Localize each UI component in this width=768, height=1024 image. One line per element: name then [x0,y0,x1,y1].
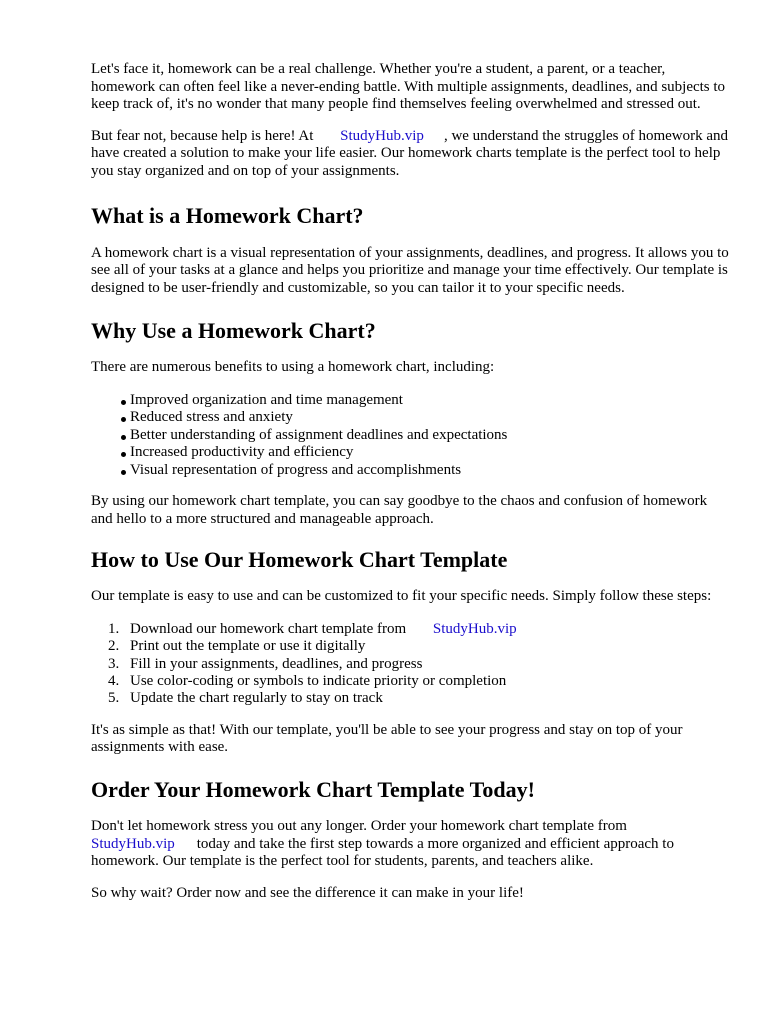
order-paragraph-2: So why wait? Order now and see the difference it can make in your life! [91,884,524,901]
document-page [91,61,731,902]
why-use-outro: By using our homework chart template, you can say goodbye to the chaos and confusion of homework and hello to a more structured and manageable approach. [91,492,708,527]
order-paragraph-1: Don't let homework stress you out any longer. Order your homework chart template from StudyHub.vip today and take the first step towards a more organized and efficient approach to homework. Our template is the perfect tool for students, parents, and teachers alike. [91,817,674,870]
bullet-dot [121,470,126,475]
intro-p2-after: , we understand the struggles of homework and have created a solution to make your life easier. Our homework charts template is the perfect tool to help you stay organized and on top of your assignments. [91,127,729,179]
heading-why-use: Why Use a Homework Chart? [91,318,376,344]
list-item: Improved organization and time management [121,392,731,409]
studyhub-link-steps[interactable]: StudyHub.vip [432,620,517,637]
heading-what-is: What is a Homework Chart? [91,202,364,228]
list-item: 5. Update the chart regularly to stay on track [108,690,383,707]
intro-paragraph-2 [91,128,731,181]
heading-order: Order Your Homework Chart Template Today! [91,776,535,802]
studyhub-link-intro[interactable]: StudyHub.vip [340,127,424,144]
list-item: Better understanding of assignment deadlines and expectations [121,427,731,444]
list-item: 1. Download our homework chart template from StudyHub.vip [108,621,731,638]
bullet-dot [121,417,126,422]
intro-p2-before: But fear not, because help is here! At [91,127,314,144]
bullet-dot [121,435,126,440]
how-to-use-outro: It's as simple as that! With our template, you'll be able to see your progress and stay on top of your assignments with ease. [91,721,683,756]
bullet-dot [121,452,126,457]
list-item: Increased productivity and efficiency [121,444,731,461]
list-item: Reduced stress and anxiety [121,409,731,426]
list-item: Visual representation of progress and accomplishments [121,462,731,479]
what-is-body: A homework chart is a visual representation of your assignments, deadlines, and progress. It allows you to see all of your tasks at a glance and helps you prioritize and manage your time effectively. Our template is designed to be user-friendly and customizable, so you can tailor it to your specific needs. [91,244,729,296]
heading-how-to-use: How to Use Our Homework Chart Template [91,547,508,573]
list-item: 2. Print out the template or use it digitally [108,638,366,655]
why-use-intro: There are numerous benefits to using a homework chart, including: [91,359,495,376]
bullet-dot [121,400,126,405]
how-to-use-intro: Our template is easy to use and can be customized to fit your specific needs. Simply follow these steps: [91,588,712,605]
list-item: 4. Use color-coding or symbols to indicate priority or completion [108,672,507,689]
intro-paragraph-1: Let's face it, homework can be a real challenge. Whether you're a student, a parent, or a teacher, homework can often feel like a never-ending battle. With multiple assignments, deadlines, and subjects to keep track of, it's no wonder that many people find themselves feeling overwhelmed and stressed out. [91,61,726,113]
studyhub-link-order[interactable]: StudyHub.vip [91,835,175,852]
list-item: 3. Fill in your assignments, deadlines, and progress [108,655,423,672]
benefits-list [91,392,731,479]
steps-list [91,621,731,708]
